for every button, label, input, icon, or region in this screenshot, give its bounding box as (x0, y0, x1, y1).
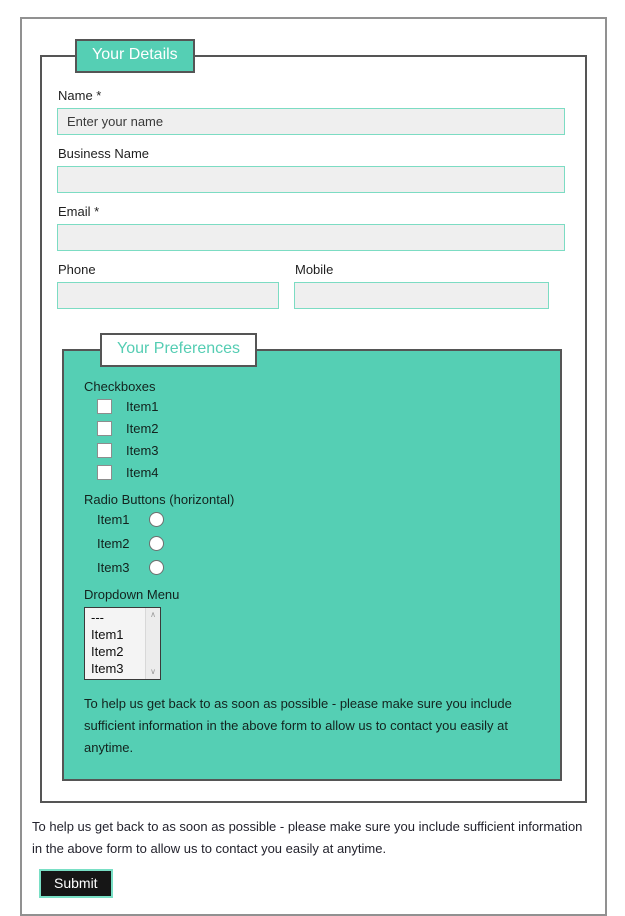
phone-input[interactable] (57, 282, 279, 309)
scroll-up-icon[interactable]: ∧ (150, 610, 156, 619)
mobile-column (294, 251, 549, 309)
scroll-down-icon[interactable]: ∨ (150, 667, 156, 676)
dropdown-option-item2[interactable]: Item2 (91, 644, 124, 659)
dropdown-menu-label: Dropdown Menu (84, 587, 180, 602)
checkbox-item2[interactable] (97, 421, 112, 436)
mobile-input[interactable] (294, 282, 549, 309)
page-container (20, 17, 607, 916)
dropdown-option-item3[interactable]: Item3 (91, 661, 124, 676)
checkbox-item3-label: Item3 (126, 443, 159, 458)
preferences-note: To help us get back to as soon as possible - please make sure you include sufficient information in the above form to allow us to contact you easily at anytime. (84, 696, 512, 755)
radio-row (97, 512, 540, 527)
checkbox-row (97, 443, 540, 458)
phone-mobile-row (57, 251, 565, 309)
radio-item2-label: Item2 (97, 536, 130, 551)
listbox-scrollbar[interactable] (145, 608, 160, 679)
checkbox-item4-label: Item4 (126, 465, 159, 480)
checkbox-item1[interactable] (97, 399, 112, 414)
dropdown-option-item1[interactable]: Item1 (91, 627, 124, 642)
radio-item1[interactable] (149, 512, 164, 527)
radio-item2[interactable] (149, 536, 164, 551)
dropdown-options (85, 608, 145, 679)
your-preferences-legend: Your Preferences (100, 333, 257, 367)
footer-note: To help us get back to as soon as possible - please make sure you include sufficient information in the above form to allow us to contact you easily at anytime. (32, 819, 583, 856)
your-details-legend: Your Details (75, 39, 195, 73)
phone-column (57, 251, 279, 309)
checkbox-row (97, 421, 540, 436)
radio-item1-label: Item1 (97, 512, 130, 527)
checkbox-row (97, 399, 540, 414)
checkbox-item1-label: Item1 (126, 399, 159, 414)
dropdown-listbox[interactable] (84, 607, 161, 680)
checkbox-item3[interactable] (97, 443, 112, 458)
business-name-label: Business Name (58, 146, 150, 161)
mobile-label: Mobile (295, 262, 334, 277)
phone-label: Phone (58, 262, 96, 277)
checkbox-row (97, 465, 540, 480)
checkboxes-group-label: Checkboxes (84, 379, 156, 394)
radio-row (97, 560, 540, 575)
checkbox-item2-label: Item2 (126, 421, 159, 436)
email-input[interactable] (57, 224, 565, 251)
radio-item3[interactable] (149, 560, 164, 575)
checkbox-item4[interactable] (97, 465, 112, 480)
business-name-input[interactable] (57, 166, 565, 193)
email-label: Email * (58, 204, 100, 219)
name-label: Name * (58, 88, 102, 103)
your-preferences-fieldset (62, 333, 562, 781)
radio-item3-label: Item3 (97, 560, 130, 575)
radio-row (97, 536, 540, 551)
your-details-fieldset (40, 39, 587, 803)
radio-group-label: Radio Buttons (horizontal) (84, 492, 235, 507)
submit-button[interactable]: Submit (39, 869, 113, 898)
dropdown-option-none[interactable]: --- (91, 610, 104, 625)
name-input[interactable] (57, 108, 565, 135)
